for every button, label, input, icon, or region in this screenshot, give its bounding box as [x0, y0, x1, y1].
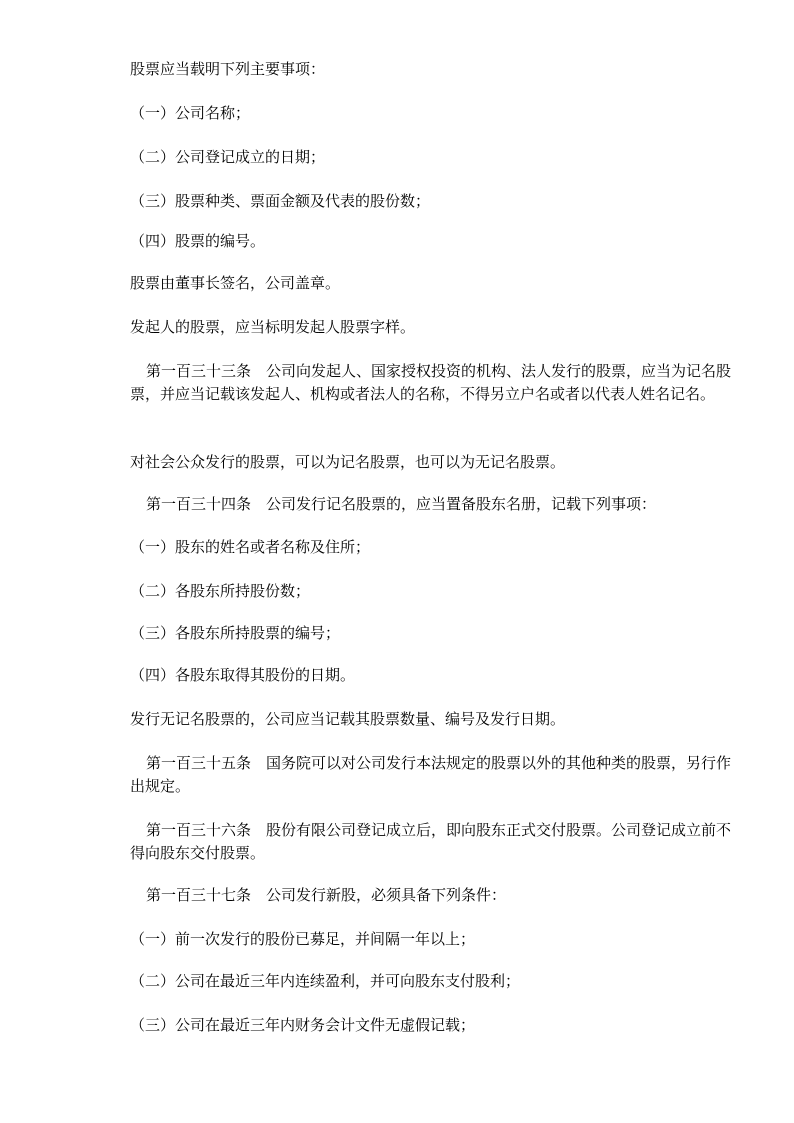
article-136: 第一百三十六条 股份有限公司登记成立后，即向股东正式交付股票。公司登记成立前不得向股东交付股票。	[130, 821, 732, 862]
article-133: 第一百三十三条 公司向发起人、国家授权投资的机构、法人发行的股票，应当为记名股票，并应当记载该发起人、机构或者法人的名称，不得另立户名或者以代表人姓名记名。	[130, 362, 732, 403]
article-135: 第一百三十五条 国务院可以对公司发行本法规定的股票以外的其他种类的股票，另行作出规定。	[130, 754, 732, 795]
list-item-stock-numbers: （三）各股东所持股票的编号；	[130, 624, 341, 642]
list-item-acquisition-date: （四）各股东取得其股份的日期。	[130, 666, 356, 684]
list-item-company-name: （一）公司名称；	[130, 104, 251, 122]
list-item-shareholder-name: （一）股东的姓名或者名称及住所；	[130, 538, 371, 556]
paragraph-chairman-signature: 股票由董事长签名，公司盖章。	[130, 274, 341, 292]
list-item-financial-records: （三）公司在最近三年内财务会计文件无虚假记载；	[130, 1016, 476, 1034]
article-134: 第一百三十四条 公司发行记名股票的，应当置备股东名册，记载下列事项：	[146, 495, 657, 513]
paragraph-public-stock: 对社会公众发行的股票，可以为记名股票，也可以为无记名股票。	[130, 453, 566, 471]
list-item-profitability: （二）公司在最近三年内连续盈利，并可向股东支付股利；	[130, 972, 521, 990]
list-item-previous-issue: （一）前一次发行的股份已募足，并间隔一年以上；	[130, 930, 476, 948]
list-item-registration-date: （二）公司登记成立的日期；	[130, 148, 326, 166]
list-item-stock-number: （四）股票的编号。	[130, 232, 266, 250]
paragraph-stock-items-intro: 股票应当载明下列主要事项：	[130, 60, 326, 78]
list-item-shares-held: （二）各股东所持股份数；	[130, 582, 311, 600]
list-item-stock-type: （三）股票种类、票面金额及代表的股份数；	[130, 192, 431, 210]
paragraph-promoter-stock: 发起人的股票，应当标明发起人股票字样。	[130, 318, 416, 336]
paragraph-bearer-stock: 发行无记名股票的，公司应当记载其股票数量、编号及发行日期。	[130, 710, 566, 728]
article-137: 第一百三十七条 公司发行新股，必须具备下列条件：	[146, 886, 507, 904]
